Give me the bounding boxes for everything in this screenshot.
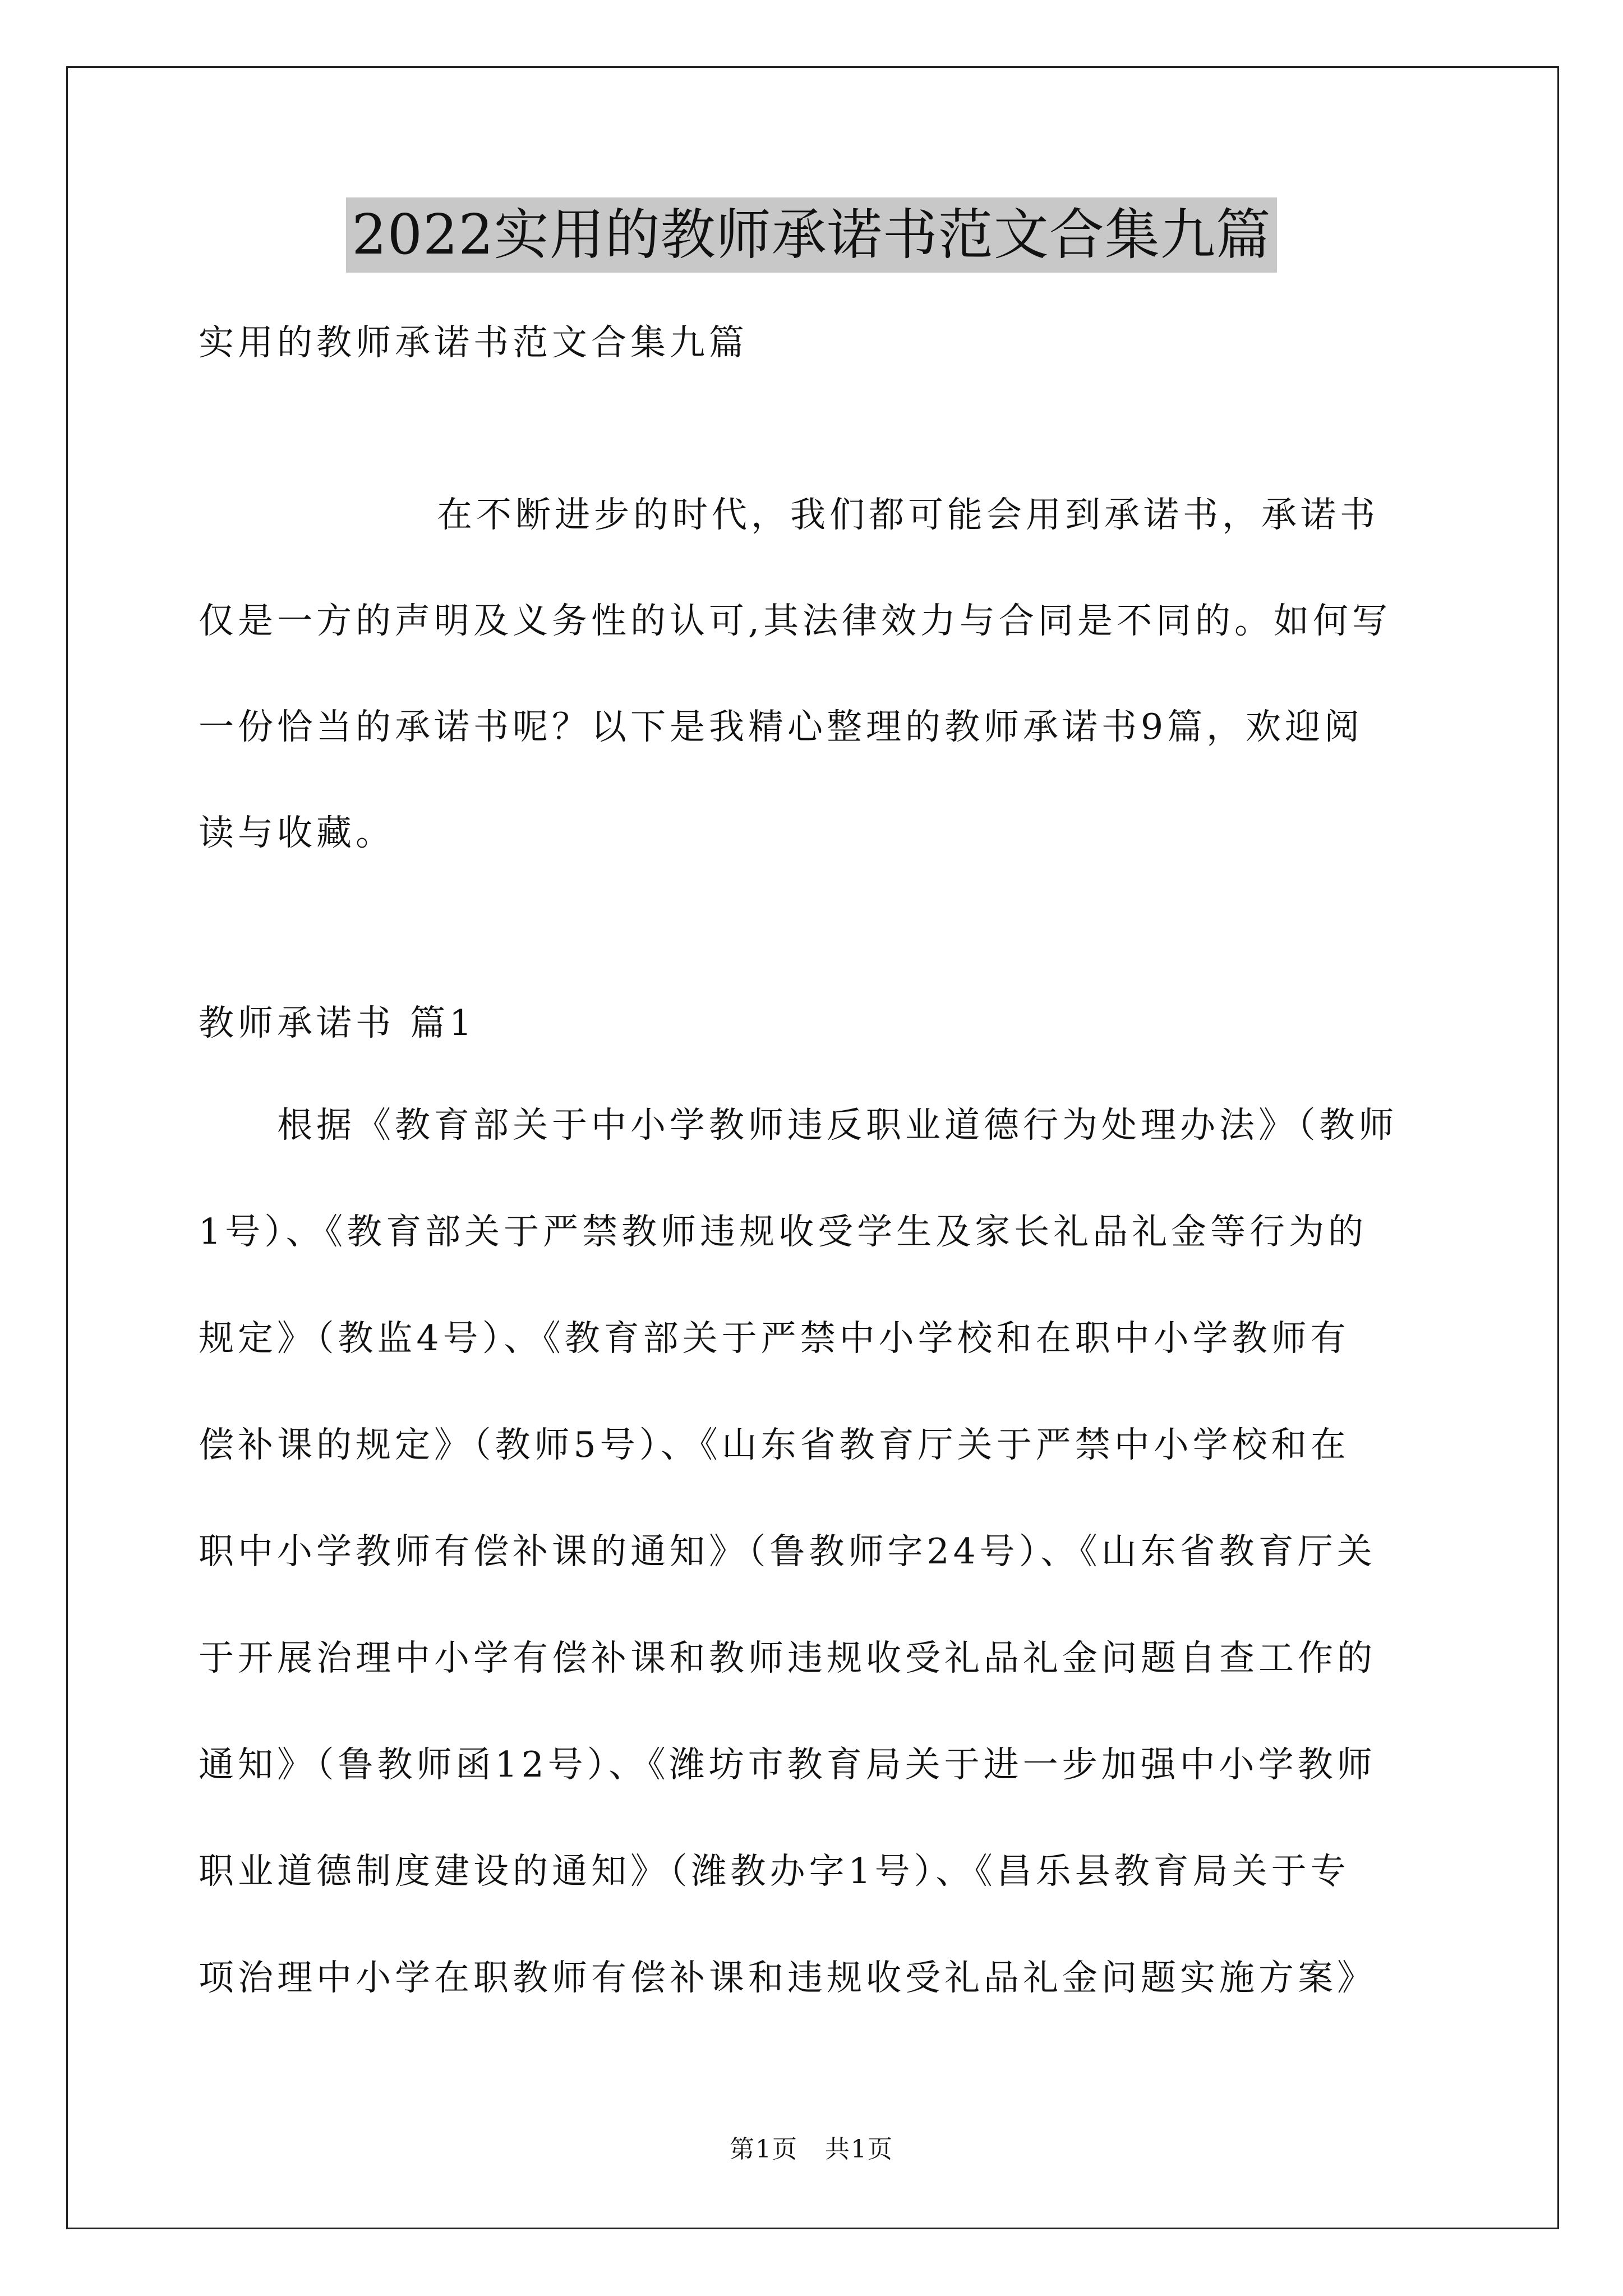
intro-paragraph	[199, 462, 1427, 886]
body-line: 职业道德制度建设的通知》（潍教办字1号）、《昌乐县教育局关于专	[199, 1851, 1350, 1892]
body-line: 规定》（教监4号）、《教育部关于严禁中小学校和在职中小学教师有	[199, 1318, 1350, 1359]
page-number: 第1页	[730, 2135, 799, 2164]
section-heading: 教师承诺书 篇1	[199, 1002, 476, 1043]
section-body	[199, 1072, 1427, 2031]
document-subtitle: 实用的教师承诺书范文合集九篇	[199, 322, 748, 363]
title-container	[0, 197, 1623, 273]
intro-line: 在不断进步的时代，我们都可能会用到承诺书，承诺书	[437, 494, 1379, 535]
body-line: 项治理中小学在职教师有偿补课和违规收受礼品礼金问题实施方案》	[199, 1957, 1376, 1998]
page-total: 共1页	[824, 2135, 893, 2164]
document-title: 2022实用的教师承诺书范文合集九篇	[346, 197, 1276, 273]
intro-line: 仅是一方的声明及义务性的认可,其法律效力与合同是不同的。如何写	[199, 600, 1392, 641]
body-line: 通知》（鲁教师函12号）、《潍坊市教育局关于进一步加强中小学教师	[199, 1744, 1376, 1785]
body-line: 于开展治理中小学有偿补课和教师违规收受礼品礼金问题自查工作的	[199, 1637, 1376, 1678]
body-line: 1号）、《教育部关于严禁教师违规收受学生及家长礼品礼金等行为的	[199, 1211, 1368, 1252]
body-line: 根据《教育部关于中小学教师违反职业道德行为处理办法》（教师	[277, 1105, 1398, 1145]
intro-line: 读与收藏。	[199, 812, 395, 853]
body-line: 偿补课的规定》（教师5号）、《山东省教育厅关于严禁中小学校和在	[199, 1424, 1350, 1465]
body-line: 职中小学教师有偿补课的通知》（鲁教师字24号）、《山东省教育厅关	[199, 1531, 1376, 1572]
intro-line: 一份恰当的承诺书呢？以下是我精心整理的教师承诺书9篇，欢迎阅	[199, 706, 1364, 747]
page-footer	[0, 2133, 1623, 2166]
